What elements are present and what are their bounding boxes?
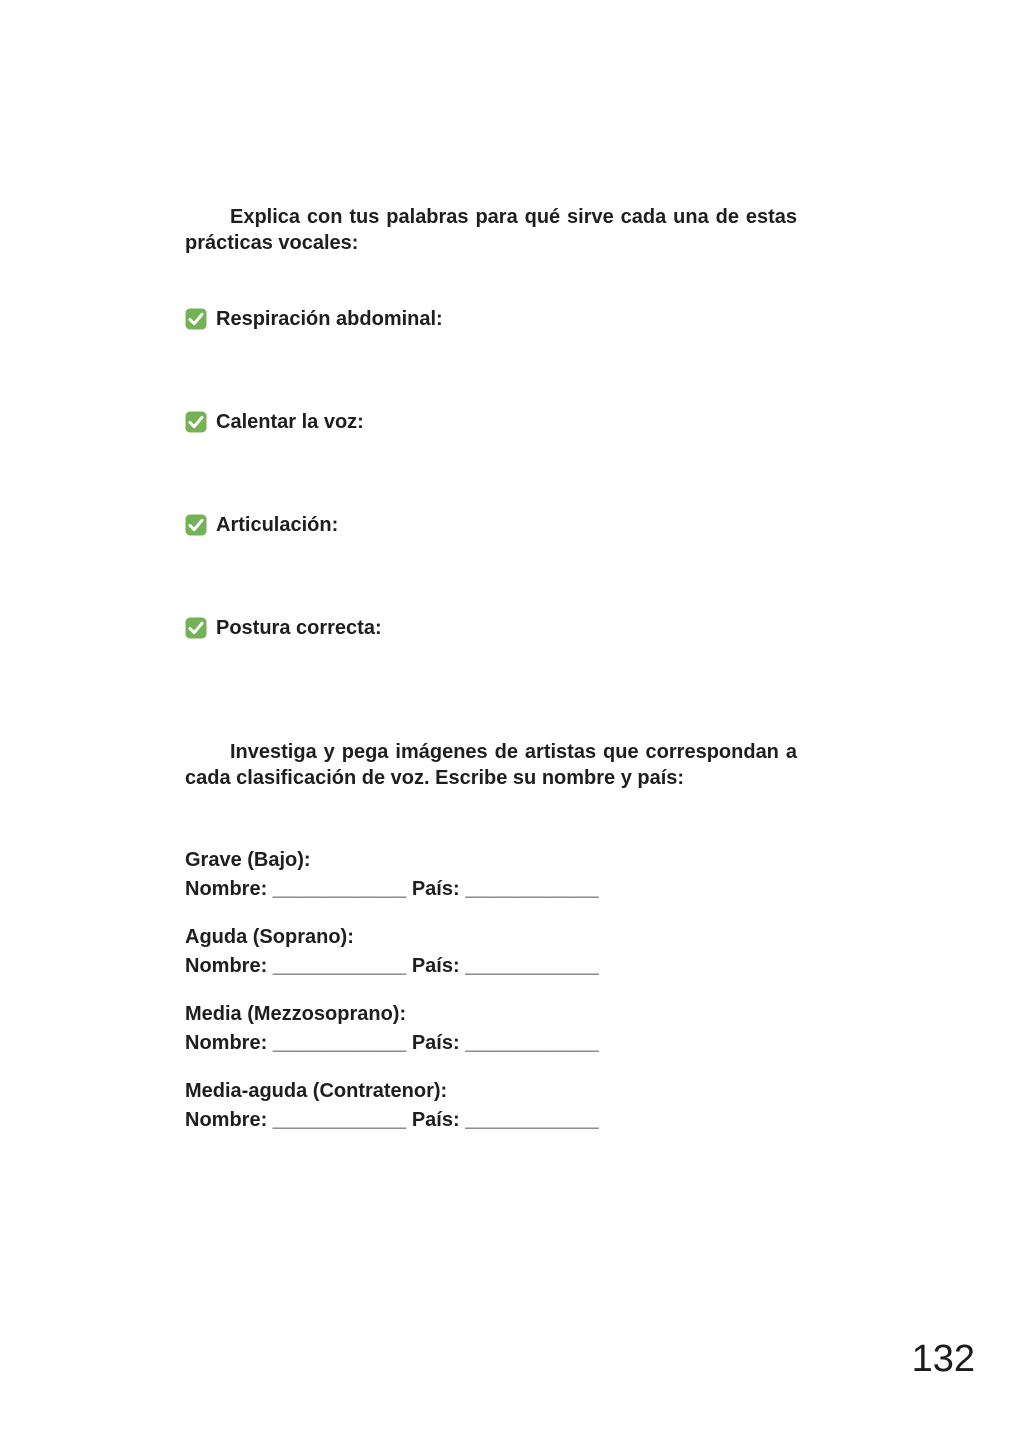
nombre-blank-line: ____________ (272, 1032, 407, 1054)
green-check-icon (185, 514, 207, 536)
voice-entry-label: Grave (Bajo): (185, 849, 311, 871)
check-item-postura (185, 615, 797, 641)
check-item-label: Respiración abdominal: (216, 308, 443, 330)
voice-entry-media (185, 1000, 797, 1058)
nombre-blank-line: ____________ (272, 878, 407, 900)
voice-entry-aguda (185, 923, 797, 981)
pais-blank-line: ____________ (465, 955, 599, 977)
nombre-blank-line: ____________ (272, 1109, 407, 1131)
nombre-label: Nombre: (185, 1032, 268, 1054)
page-content (185, 0, 797, 1135)
voice-entry-label: Media (Mezzosoprano): (185, 1003, 407, 1025)
green-check-icon (185, 308, 207, 330)
green-check-icon (185, 411, 207, 433)
pais-blank-line: ____________ (465, 1032, 599, 1054)
voice-entry-fields (185, 1106, 797, 1135)
check-item-articulacion (185, 512, 797, 538)
green-check-icon (185, 617, 207, 639)
voice-entry-fields (185, 952, 797, 981)
nombre-label: Nombre: (185, 1109, 268, 1131)
nombre-label: Nombre: (185, 955, 268, 977)
pais-label: País: (411, 878, 460, 900)
exercise1-instruction: Explica con tus palabras para qué sirve cada una de estas prácticas vocales: (185, 206, 797, 254)
pais-label: País: (411, 1109, 460, 1131)
voice-entry-fields (185, 875, 797, 904)
check-item-calentar (185, 409, 797, 435)
voice-entry-label: Media-aguda (Contratenor): (185, 1080, 448, 1102)
check-item-label: Calentar la voz: (216, 411, 364, 433)
nombre-blank-line: ____________ (272, 955, 407, 977)
check-item-respiracion (185, 306, 797, 332)
pais-label: País: (411, 1032, 460, 1054)
exercise2-instruction: Investiga y pega imágenes de artistas que correspondan a cada clasificación de voz. Escribe su nombre y país: (185, 741, 797, 789)
voice-entry-media-aguda (185, 1077, 797, 1135)
page-number: 132 (911, 1338, 975, 1380)
nombre-label: Nombre: (185, 878, 268, 900)
pais-blank-line: ____________ (465, 1109, 599, 1131)
pais-label: País: (411, 955, 460, 977)
voice-entry-fields (185, 1029, 797, 1058)
check-item-label: Postura correcta: (216, 617, 382, 639)
voice-entry-label: Aguda (Soprano): (185, 926, 354, 948)
check-item-label: Articulación: (216, 514, 339, 536)
pais-blank-line: ____________ (465, 878, 599, 900)
voice-entry-grave (185, 846, 797, 904)
